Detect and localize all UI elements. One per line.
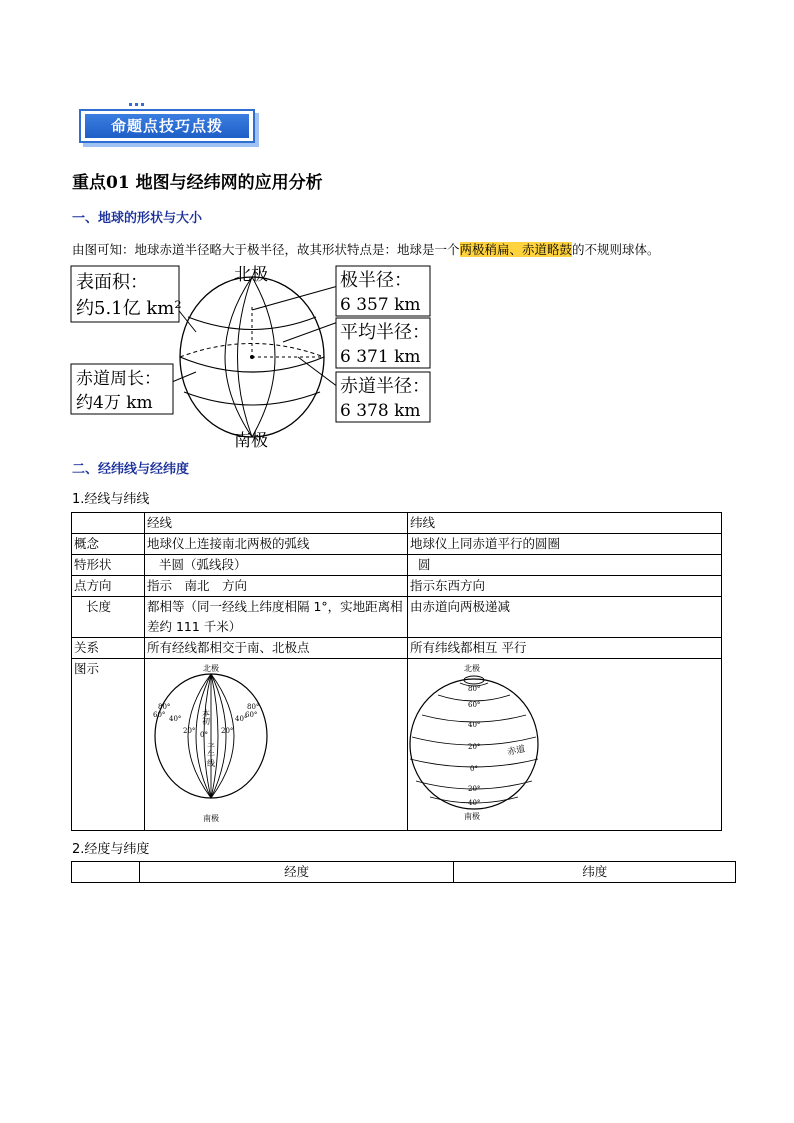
table-cell: 所有经线都相交于南、北极点 [145,638,408,659]
meridian-label-left-60: 60° [153,711,166,719]
meridian-label-right-20: 20° [221,727,234,735]
parallel-south-label: 南极 [464,812,480,821]
table-cell: 地球仪上同赤道平行的圆圈 [408,534,722,555]
table-cell [72,513,145,534]
meridian-north-label: 北极 [203,664,219,673]
meridian-label-left-20: 20° [183,727,196,735]
highlight-text: 两极稍扁、赤道略鼓 [459,242,573,257]
south-pole-label: 南极 [234,431,268,451]
table-row [72,597,722,638]
parallel-label-80: 80° [468,685,481,693]
north-pole-label: 北极 [234,265,268,285]
mean-radius-value: 6 371 km [340,347,421,367]
section-banner [79,109,255,143]
table-header-latitude: 纬度 [454,862,736,883]
table-cell: 都相等（同一经线上纬度相隔 1°，实地距离相差约 111 千米） [145,597,408,638]
para-text-2: 的不规则球体。 [572,242,660,257]
page-heading: 重点01 地图与经纬网的应用分析 [72,173,323,193]
parallel-label-s40: 40° [468,799,481,807]
parallel-label-0: 0° [470,765,478,773]
prime-meridian-zero: 0° [200,731,208,739]
longitude-latitude-table [71,861,736,883]
table-cell: 关系 [72,638,145,659]
table-cell: 地球仪上连接南北两极的弧线 [145,534,408,555]
table-row [72,862,736,883]
table-cell: 指示东西方向 [408,576,722,597]
subsection2-title: 2.经度与纬度 [72,842,150,857]
mean-radius-label: 平均半径： [340,322,430,343]
meridian-globe-figure [145,659,407,824]
equator-label: 赤道 [506,744,527,758]
polar-radius-label: 极半径： [340,270,412,291]
table-cell: 特形状 [72,555,145,576]
para-text-1: 由图可知：地球赤道半径略大于极半径，故其形状特点是：地球是一个 [72,242,460,257]
section2-title: 二、经纬线与经纬度 [72,462,190,477]
equator-length-label: 赤道周长： [76,369,161,389]
meridian-south-label: 南极 [203,814,219,823]
table-row [72,555,722,576]
parallel-label-s20: 20° [468,785,481,793]
table-cell: 所有纬线都相互 平行 [408,638,722,659]
table-row [72,576,722,597]
section1-paragraph [72,240,660,258]
parallel-figure-cell [408,659,722,831]
table-header-parallel: 纬线 [408,513,722,534]
table-cell: 指示 南北 方向 [145,576,408,597]
surface-area-label: 表面积： [76,272,148,293]
table-cell: 半圆（弧线段） [145,555,408,576]
table-cell: 由赤道向两极递减 [408,597,722,638]
table-cell: 长度 [72,597,145,638]
section1-title: 一、地球的形状与大小 [72,211,203,226]
equator-radius-label: 赤道半径： [340,376,430,397]
prime-meridian-bottom: 子午线 [206,743,216,767]
banner-title: 命题点技巧点拨 [85,114,249,138]
table-row [72,659,722,831]
parallel-north-label: 北极 [464,664,480,673]
meridian-label-right-60: 60° [245,711,258,719]
table-header-longitude: 经度 [139,862,454,883]
equator-radius-value: 6 378 km [340,401,421,421]
table-header-meridian: 经线 [145,513,408,534]
meridian-figure-cell [145,659,408,831]
parallel-label-60: 60° [468,701,481,709]
parallel-globe-figure [408,659,721,824]
meridian-left-80: 80° [158,703,171,711]
table-cell [72,862,140,883]
table-row [72,638,722,659]
table-cell: 图示 [72,659,145,831]
table-row [72,534,722,555]
meridian-right-80: 80° [247,703,260,711]
meridian-label-right-40: 40° [235,715,248,723]
parallel-label-40: 40° [468,721,481,729]
subsection1-title: 1.经线与纬线 [72,492,150,507]
polar-radius-value: 6 357 km [340,295,421,315]
parallel-label-20: 20° [468,743,481,751]
equator-length-value: 约4万 km [76,393,153,413]
banner-dots [129,103,149,107]
meridian-label-left-40: 40° [169,715,182,723]
table-cell: 概念 [72,534,145,555]
table-cell: 圆 [408,555,722,576]
table-cell: 点方向 [72,576,145,597]
prime-meridian-top: 本初 [201,709,211,725]
earth-shape-figure [68,262,438,452]
table-row [72,513,722,534]
meridian-parallel-table [71,512,722,831]
surface-area-value: 约5.1亿 km² [76,298,182,319]
